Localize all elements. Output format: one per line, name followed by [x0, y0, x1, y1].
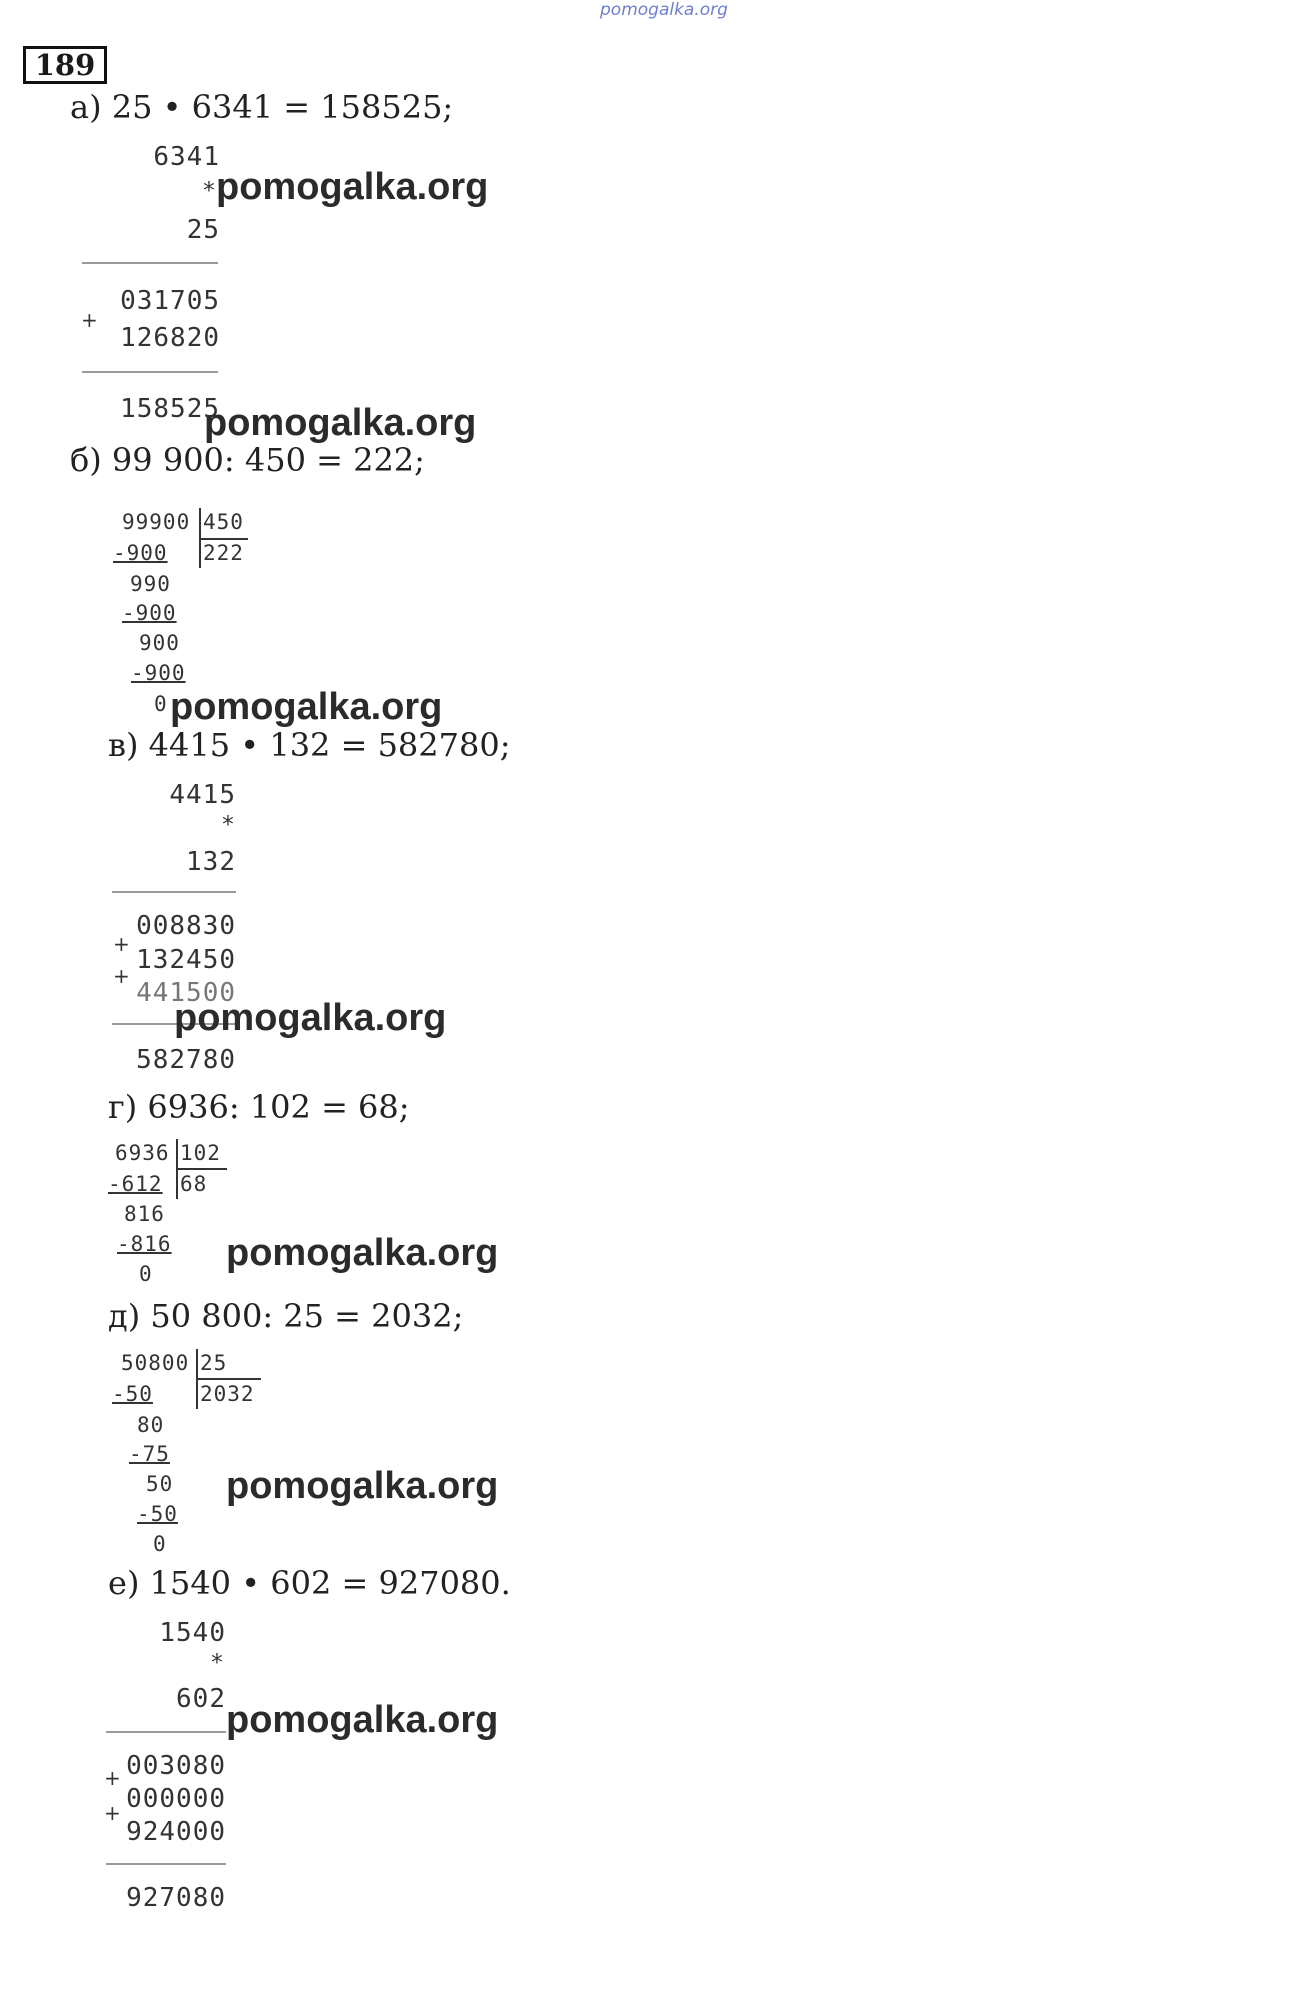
mult-v-result: 582780 — [136, 1045, 236, 1075]
div-g-divisor-line — [177, 1168, 227, 1170]
mult-a-multiplicand: 6341 — [153, 142, 220, 172]
watermark-6: pomogalka.org — [226, 1465, 499, 1507]
equation-d: д) 50 800: 25 = 2032; — [108, 1297, 464, 1335]
mult-e-plus-2: + — [104, 1801, 121, 1825]
div-g-dividend: 6936 — [115, 1141, 170, 1165]
mult-v-multiplicand: 4415 — [169, 780, 236, 810]
div-d-remainder-3: 0 — [153, 1532, 167, 1556]
div-b-subtract-1: -900 — [113, 541, 168, 565]
mult-v-multiplier: 132 — [186, 847, 236, 877]
equation-b: б) 99 900: 450 = 222; — [70, 441, 425, 479]
mult-v-partial-2: 132450 — [136, 945, 236, 975]
div-g-subtract-1: -612 — [108, 1172, 163, 1196]
mult-v-line-1 — [112, 891, 236, 893]
watermark-1: pomogalka.org — [216, 166, 489, 208]
mult-a-multiplier: 25 — [186, 215, 220, 245]
mult-a-partial-1: 031705 — [120, 286, 220, 316]
mult-v-plus-1: + — [113, 932, 130, 956]
mult-e-multiplier: 602 — [176, 1684, 226, 1714]
div-b-divisor: 450 — [203, 510, 244, 534]
task-number: 189 — [23, 46, 107, 84]
watermark-7: pomogalka.org — [226, 1699, 499, 1741]
mult-e-partial-3: 924000 — [126, 1817, 226, 1847]
div-b-remainder-1: 990 — [130, 572, 171, 596]
div-d-remainder-1: 80 — [137, 1413, 165, 1437]
mult-e-line-2 — [106, 1863, 226, 1865]
div-g-remainder-1: 816 — [124, 1202, 165, 1226]
div-d-subtract-1: -50 — [112, 1382, 153, 1406]
mult-e-result: 927080 — [126, 1883, 226, 1913]
site-logo: pomogalka.org — [600, 0, 728, 20]
div-b-quotient: 222 — [203, 541, 244, 565]
div-d-subtract-3: -50 — [137, 1502, 178, 1526]
mult-e-plus-1: + — [104, 1766, 121, 1790]
div-d-quotient: 2032 — [200, 1382, 255, 1406]
div-b-subtract-3: -900 — [131, 661, 186, 685]
mult-a-partial-2: 126820 — [120, 323, 220, 353]
div-d-divisor: 25 — [200, 1351, 228, 1375]
equation-a: а) 25 • 6341 = 158525; — [70, 88, 454, 126]
mult-a-result: 158525 — [120, 394, 220, 424]
div-g-quotient: 68 — [180, 1172, 208, 1196]
mult-e-operator: * — [210, 1650, 225, 1676]
mult-v-plus-2: + — [113, 964, 130, 988]
watermark-5: pomogalka.org — [226, 1232, 499, 1274]
div-d-dividend: 50800 — [121, 1351, 190, 1375]
div-g-subtract-2: -816 — [117, 1232, 172, 1256]
mult-a-plus: + — [81, 308, 98, 332]
mult-v-partial-1: 008830 — [136, 911, 236, 941]
div-b-dividend: 99900 — [122, 510, 191, 534]
watermark-4: pomogalka.org — [174, 997, 447, 1039]
mult-a-line-1 — [82, 262, 218, 264]
mult-e-line-1 — [106, 1731, 226, 1733]
div-d-remainder-2: 50 — [146, 1472, 174, 1496]
mult-a-line-2 — [82, 371, 218, 373]
mult-v-partial-3: 441500 — [136, 978, 236, 1008]
equation-e: е) 1540 • 602 = 927080. — [108, 1564, 511, 1602]
div-d-divisor-line — [197, 1378, 261, 1380]
div-d-subtract-2: -75 — [129, 1442, 170, 1466]
div-g-remainder-2: 0 — [139, 1262, 153, 1286]
div-b-remainder-2: 900 — [139, 631, 180, 655]
div-b-remainder-3: 0 — [154, 692, 168, 716]
mult-a-operator: * — [202, 178, 217, 204]
div-b-subtract-2: -900 — [122, 601, 177, 625]
mult-e-partial-1: 003080 — [126, 1751, 226, 1781]
div-b-divisor-line — [200, 538, 248, 540]
mult-e-partial-2: 000000 — [126, 1784, 226, 1814]
equation-g: г) 6936: 102 = 68; — [108, 1088, 410, 1126]
mult-v-operator: * — [221, 812, 236, 838]
div-g-divisor: 102 — [180, 1141, 221, 1165]
equation-v: в) 4415 • 132 = 582780; — [108, 726, 511, 764]
mult-e-multiplicand: 1540 — [159, 1618, 226, 1648]
watermark-3: pomogalka.org — [170, 686, 443, 728]
watermark-2: pomogalka.org — [204, 402, 477, 444]
